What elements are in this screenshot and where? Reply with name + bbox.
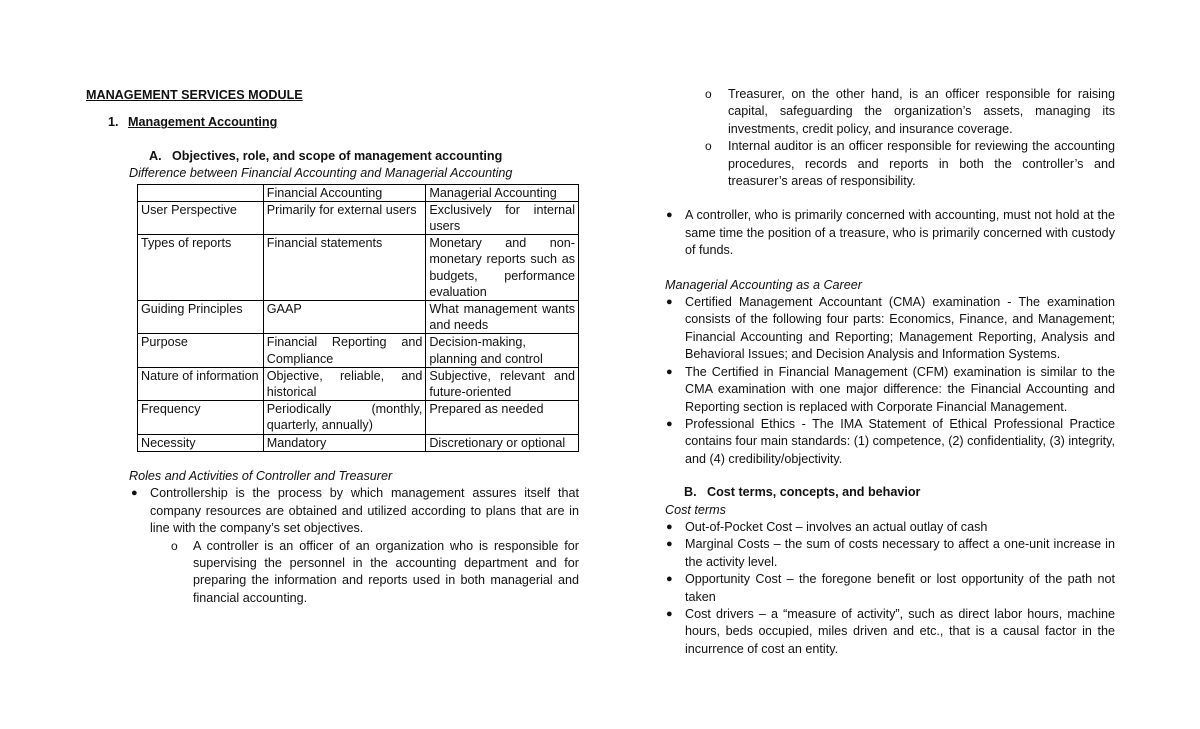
list-item-text: Marginal Costs – the sum of costs necessary to affect a one-unit increase in the activity level. xyxy=(685,537,1115,569)
table-header-cell xyxy=(138,184,264,201)
left-column xyxy=(86,86,579,607)
roles-sub-list xyxy=(86,538,579,608)
list-item xyxy=(665,536,1115,571)
bullet-icon: ● xyxy=(666,573,673,586)
list-item xyxy=(665,294,1115,364)
table-cell: Frequency xyxy=(138,401,264,434)
table-row xyxy=(138,401,579,434)
list-item xyxy=(665,207,1115,259)
table-cell: Discretionary or optional xyxy=(426,434,579,451)
list-item xyxy=(665,519,1115,536)
table-cell: Guiding Principles xyxy=(138,301,264,334)
officer-sub-list xyxy=(665,86,1115,190)
bullet-icon: ● xyxy=(666,296,673,309)
table-cell: Purpose xyxy=(138,334,264,367)
list-item-text: A controller, who is primarily concerned with accounting, must not hold at the same time the position of a treasure, who is primarily concerned with custody of funds. xyxy=(685,208,1115,258)
bullet-icon: ● xyxy=(666,607,673,620)
controller-list xyxy=(665,207,1115,259)
table-cell: Periodically (monthly, quarterly, annually) xyxy=(263,401,426,434)
list-item xyxy=(665,364,1115,416)
bullet-icon: ● xyxy=(666,520,673,533)
table-cell: Exclusively for internal users xyxy=(426,201,579,234)
list-item xyxy=(86,485,579,537)
table-cell: Financial Reporting and Compliance xyxy=(263,334,426,367)
list-item xyxy=(665,571,1115,606)
table-cell: What management wants and needs xyxy=(426,301,579,334)
career-list xyxy=(665,294,1115,468)
list-item-text: Professional Ethics - The IMA Statement of Ethical Professional Practice contains four main standards: (1) competence, (2) confidentiality, (3) integrity, and (4) credibility/objectivity. xyxy=(685,416,1116,466)
table-cell: Primarily for external users xyxy=(263,201,426,234)
table-caption: Difference between Financial Accounting and Managerial Accounting xyxy=(129,166,513,181)
list-item-text: The Certified in Financial Management (CFM) examination is similar to the CMA examination with one major difference: the Financial Accounting and Reporting section is replaced with Corporate Financial Management. xyxy=(685,364,1115,414)
table-row xyxy=(138,235,579,301)
subsection-b-label: B. xyxy=(684,485,697,500)
module-title: MANAGEMENT SERVICES MODULE xyxy=(86,88,303,102)
subsection-b-heading xyxy=(665,484,1115,501)
cost-terms-title: Cost terms xyxy=(665,502,726,517)
bullet-icon: ● xyxy=(131,487,138,500)
table-cell: Decision-making, planning and control xyxy=(426,334,579,367)
roles-list xyxy=(86,485,579,537)
sub-list-item xyxy=(665,86,1115,138)
circle-bullet-icon: o xyxy=(171,538,178,553)
roles-title: Roles and Activities of Controller and Treasurer xyxy=(129,468,393,483)
table-cell: GAAP xyxy=(263,301,426,334)
sub-list-item xyxy=(86,538,579,608)
circle-bullet-icon: o xyxy=(705,139,712,154)
bullet-icon: ● xyxy=(666,209,673,222)
table-row xyxy=(138,201,579,234)
table-header-cell: Financial Accounting xyxy=(263,184,426,201)
section-1-title: Management Accounting xyxy=(128,115,278,130)
table-row xyxy=(138,301,579,334)
bullet-icon: ● xyxy=(666,538,673,551)
table-row xyxy=(138,434,579,451)
table-header-cell: Managerial Accounting xyxy=(426,184,579,201)
table-row xyxy=(138,334,579,367)
list-item-text: Opportunity Cost – the foregone benefit or lost opportunity of the path not taken xyxy=(685,572,1115,604)
comparison-table xyxy=(137,184,579,452)
subsection-a-label: A. xyxy=(149,148,162,163)
section-1-heading xyxy=(86,114,579,131)
table-cell: Nature of information xyxy=(138,367,264,400)
list-item xyxy=(665,416,1115,468)
cost-terms-list xyxy=(665,519,1115,658)
list-item-text: Controllership is the process by which management assures itself that company resources are obtained and utilized according to plans that are in line with the company’s set objectives. xyxy=(150,486,579,536)
subsection-a-heading xyxy=(86,148,579,165)
table-cell: Monetary and non-monetary reports such as budgets, performance evaluation xyxy=(426,235,579,301)
table-cell: Types of reports xyxy=(138,235,264,301)
subsection-b-title: Cost terms, concepts, and behavior xyxy=(707,485,921,500)
section-1-number: 1. xyxy=(108,115,119,130)
subsection-a-title: Objectives, role, and scope of management accounting xyxy=(172,148,503,163)
circle-bullet-icon: o xyxy=(705,87,712,101)
sub-list-item-text: Treasurer, on the other hand, is an officer responsible for raising capital, safeguarding the organization’s assets, managing its investments, credit policy, and insurance coverage. xyxy=(728,87,1115,136)
table-header-row xyxy=(138,184,579,201)
list-item-text: Out-of-Pocket Cost – involves an actual outlay of cash xyxy=(685,519,988,534)
table-cell: Subjective, relevant and future-oriented xyxy=(426,367,579,400)
table-row xyxy=(138,367,579,400)
table-cell: Financial statements xyxy=(263,235,426,301)
list-item-text: Certified Management Accountant (CMA) examination - The examination consists of the following four parts: Economics, Finance, and Management; Financial Accounting and Reporting; Management Reporting, Analysis and Behavioral Issues; and Decision Analysis and Information Systems. xyxy=(685,295,1115,362)
bullet-icon: ● xyxy=(666,365,673,378)
list-item xyxy=(665,606,1115,658)
sub-list-item xyxy=(665,138,1115,190)
list-item-text: Cost drivers – a “measure of activity”, such as direct labor hours, machine hours, beds occupied, miles driven and etc., that is a causal factor in the incurrence of cost an entity. xyxy=(685,606,1115,656)
sub-list-item-text: A controller is an officer of an organization who is responsible for supervising the personnel in the accounting department and for preparing the information and reports used in both managerial and financial accounting. xyxy=(193,538,579,605)
right-column xyxy=(665,86,1115,658)
table-cell: Mandatory xyxy=(263,434,426,451)
table-cell: User Perspective xyxy=(138,201,264,234)
table-cell: Prepared as needed xyxy=(426,401,579,434)
sub-list-item-text: Internal auditor is an officer responsible for reviewing the accounting procedures, records and reports in both the controller’s and treasurer’s areas of responsibility. xyxy=(728,139,1115,189)
bullet-icon: ● xyxy=(666,417,673,430)
table-cell: Objective, reliable, and historical xyxy=(263,367,426,400)
career-title: Managerial Accounting as a Career xyxy=(665,277,862,292)
table-cell: Necessity xyxy=(138,434,264,451)
